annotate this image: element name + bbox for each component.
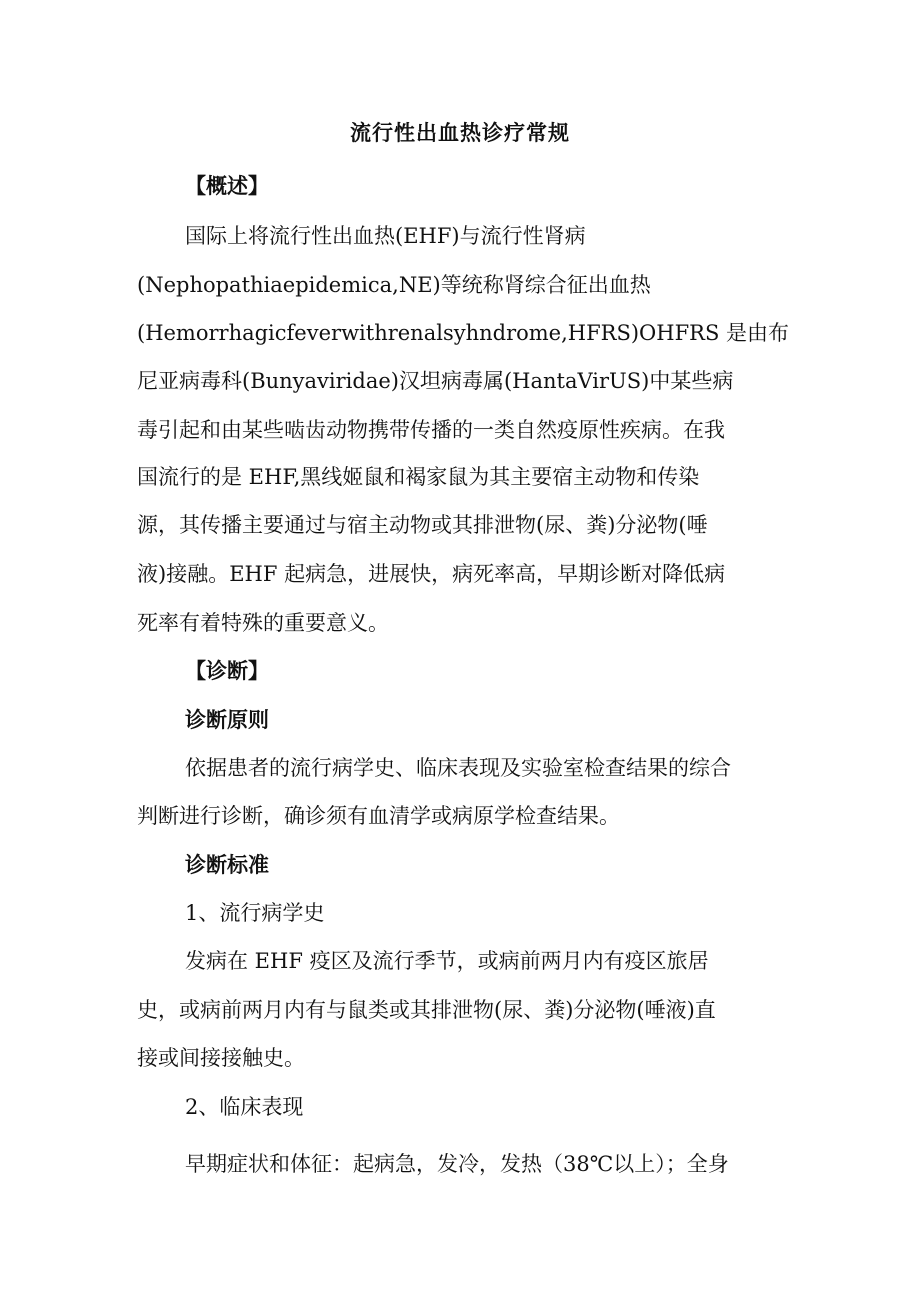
epi-line: 史，或病前两月内有与鼠类或其排泄物(尿、粪)分泌物(唾液)直 — [137, 998, 716, 1022]
clinical-line: 早期症状和体征：起病急，发冷，发热（38℃以上）；全身 — [185, 1152, 729, 1176]
overview-line: 毒引起和由某些啮齿动物携带传播的一类自然疫原性疾病。在我 — [137, 418, 725, 442]
criteria-heading: 诊断标准 — [185, 853, 269, 877]
overview-line: 死率有着特殊的重要意义。 — [137, 611, 389, 635]
epi-line: 发病在 EHF 疫区及流行季节，或病前两月内有疫区旅居 — [185, 949, 709, 973]
principle-line: 判断进行诊断，确诊须有血清学或病原学检查结果。 — [137, 804, 620, 828]
overview-line: (Hemorrhagicfeverwithrenalsyhndrome,HFRS)OHFRS 是由布 — [137, 321, 790, 345]
document-title: 流行性出血热诊疗常规 — [350, 121, 570, 145]
overview-line: 国际上将流行性出血热(EHF)与流行性肾病 — [185, 224, 586, 248]
diagnosis-heading: 【诊断】 — [185, 659, 269, 683]
overview-line: (Nephopathiaepidemica,NE)等统称肾综合征出血热 — [137, 273, 651, 297]
overview-line: 尼亚病毒科(Bunyaviridae)汉坦病毒属(HantaVirUS)中某些病 — [137, 369, 734, 393]
overview-line: 源，其传播主要通过与宿主动物或其排泄物(尿、粪)分泌物(唾 — [137, 513, 708, 537]
clinical-heading: 2、临床表现 — [185, 1095, 304, 1119]
epi-heading: 1、流行病学史 — [185, 901, 325, 925]
principle-line: 依据患者的流行病学史、临床表现及实验室检查结果的综合 — [185, 756, 731, 780]
overview-line: 国流行的是 EHF,黑线姬鼠和褐家鼠为其主要宿主动物和传染 — [137, 465, 700, 489]
principle-heading: 诊断原则 — [185, 708, 269, 732]
epi-line: 接或间接接触史。 — [137, 1046, 305, 1070]
overview-heading: 【概述】 — [185, 174, 269, 198]
overview-line: 液)接融。EHF 起病急，进展快，病死率高，早期诊断对降低病 — [137, 562, 726, 586]
